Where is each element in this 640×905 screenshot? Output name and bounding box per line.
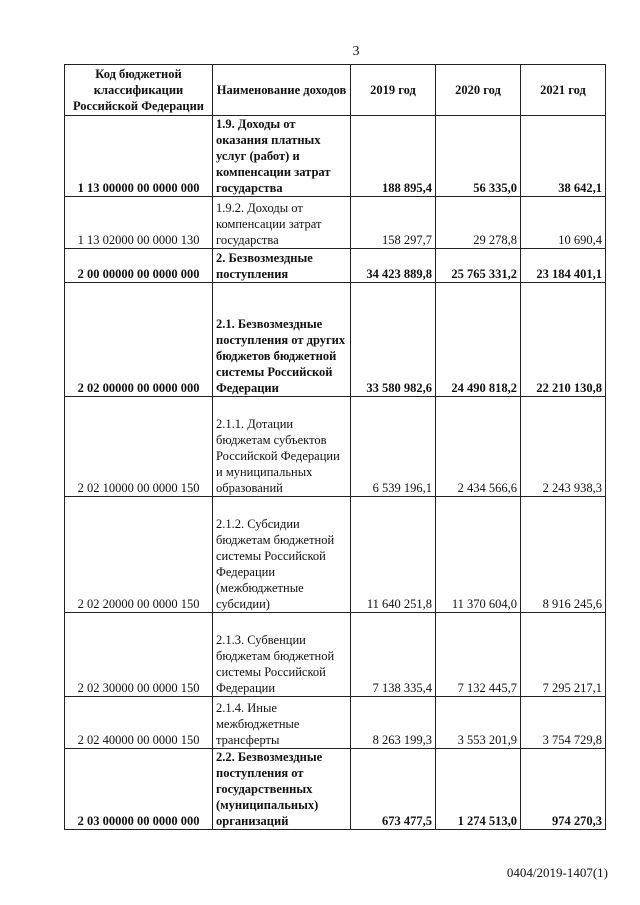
row-value-2019: 188 895,4 [351,116,436,197]
row-value-2020: 56 335,0 [436,116,521,197]
row-value-2021: 974 270,3 [521,749,606,830]
row-name: 1.9. Доходы от оказания платных услуг (работ) и компенсации затрат государства [213,116,351,197]
row-code: 2 03 00000 00 0000 000 [65,749,213,830]
header-2020: 2020 год [436,65,521,116]
row-value-2021: 8 916 245,6 [521,497,606,613]
row-name: 1.9.2. Доходы от компенсации затрат государства [213,197,351,249]
row-value-2020: 25 765 331,2 [436,249,521,283]
row-value-2020: 29 278,8 [436,197,521,249]
header-2021: 2021 год [521,65,606,116]
row-value-2020: 7 132 445,7 [436,613,521,697]
row-name: 2.1.4. Иные межбюджетные трансферты [213,697,351,749]
row-name: 2. Безвозмездные поступления [213,249,351,283]
row-code: 2 02 10000 00 0000 150 [65,397,213,497]
row-code: 1 13 00000 00 0000 000 [65,116,213,197]
row-name: 2.2. Безвозмездные поступления от государственных (муниципальных) организаций [213,749,351,830]
table-row [65,697,606,749]
header-code: Код бюджетной классификации Российской Федерации [65,65,213,116]
row-code: 2 00 00000 00 0000 000 [65,249,213,283]
table-row [65,283,606,397]
row-name: 2.1.3. Субвенции бюджетам бюджетной системы Российской Федерации [213,613,351,697]
row-value-2021: 22 210 130,8 [521,283,606,397]
row-value-2019: 7 138 335,4 [351,613,436,697]
row-value-2020: 11 370 604,0 [436,497,521,613]
table-row [65,397,606,497]
row-value-2021: 7 295 217,1 [521,613,606,697]
row-value-2020: 3 553 201,9 [436,697,521,749]
row-value-2020: 1 274 513,0 [436,749,521,830]
row-value-2019: 11 640 251,8 [351,497,436,613]
header-2019: 2019 год [351,65,436,116]
row-value-2019: 34 423 889,8 [351,249,436,283]
table-row [65,613,606,697]
row-value-2019: 8 263 199,3 [351,697,436,749]
row-value-2021: 38 642,1 [521,116,606,197]
row-name: 2.1.2. Субсидии бюджетам бюджетной системы Российской Федерации (межбюджетные субсидии) [213,497,351,613]
page-number: 3 [352,44,360,59]
row-name: 2.1. Безвозмездные поступления от других бюджетов бюджетной системы Российской Федерации [213,283,351,397]
table-row [65,197,606,249]
row-value-2019: 673 477,5 [351,749,436,830]
row-value-2021: 23 184 401,1 [521,249,606,283]
row-value-2019: 33 580 982,6 [351,283,436,397]
header-name: Наименование доходов [213,65,351,116]
row-code: 2 02 20000 00 0000 150 [65,497,213,613]
row-value-2020: 24 490 818,2 [436,283,521,397]
row-code: 2 02 40000 00 0000 150 [65,697,213,749]
row-name: 2.1.1. Дотации бюджетам субъектов Российской Федерации и муниципальных образований [213,397,351,497]
row-code: 2 02 30000 00 0000 150 [65,613,213,697]
row-value-2019: 158 297,7 [351,197,436,249]
table-row [65,749,606,830]
row-code: 2 02 00000 00 0000 000 [65,283,213,397]
row-value-2021: 10 690,4 [521,197,606,249]
table-row [65,249,606,283]
row-value-2020: 2 434 566,6 [436,397,521,497]
row-value-2021: 3 754 729,8 [521,697,606,749]
table-header-row [65,65,606,116]
document-id: 0404/2019-1407(1) [506,865,608,880]
budget-table [64,64,606,830]
row-value-2021: 2 243 938,3 [521,397,606,497]
row-value-2019: 6 539 196,1 [351,397,436,497]
row-code: 1 13 02000 00 0000 130 [65,197,213,249]
table-row [65,116,606,197]
table-row [65,497,606,613]
